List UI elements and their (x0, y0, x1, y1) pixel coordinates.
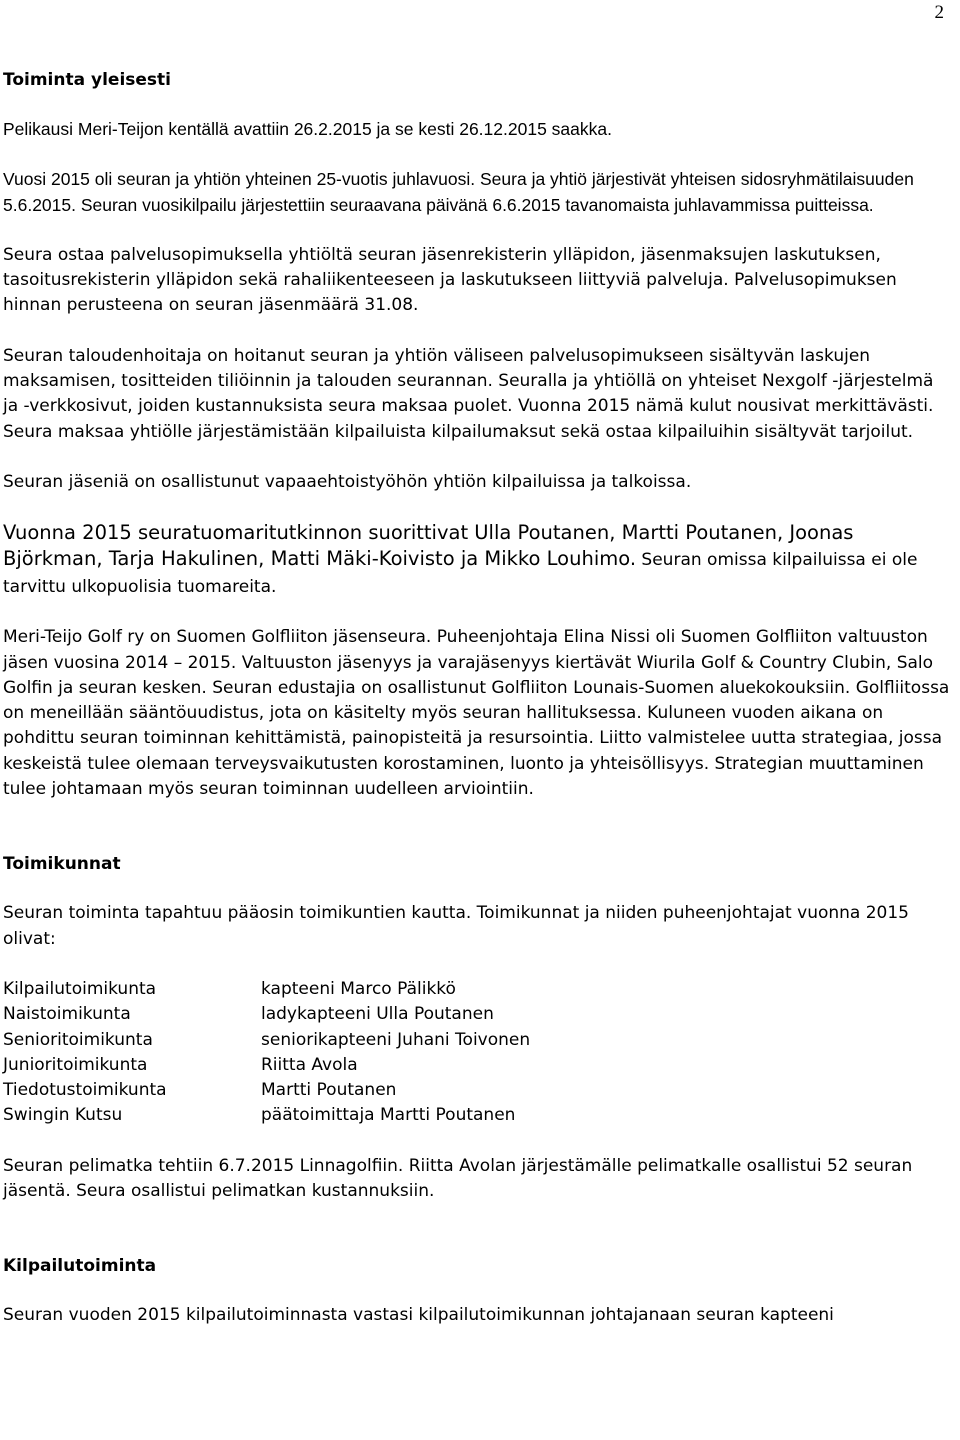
committee-chair: Martti Poutanen (261, 1080, 397, 1101)
paragraph-golf-federation: Meri-Teijo Golf ry on Suomen Golfliiton jäsenseura. Puheenjohtaja Elina Nissi oli Suomen Golfliiton valtuuston jäsen vuosina 2014 – 2015. Valtuuston jäsenyys ja varajäsenyys kiertävät Wiurila Golf & Country Clubin, Salo Golfin ja seuran kesken. Seuran edustajia on osallistunut Golfliiton Lounais-Suomen aluekokouksiin. Golfliitossa on meneillään sääntöuudistus, jota on käsitelty myös seuran hallituksessa. Kuluneen vuoden aikana on pohdittu seuran toiminnan kehittämistä, painopisteitä ja resursointia. Liitto valmistelee uutta strategiaa, jossa keskeistä tulee olemaan terveysvaikutusten korostaminen, luonto ja yhteisöllisyys. Strategian muuttaminen tulee johtamaan myös seuran toiminnan uudelleen arviointiin. (3, 627, 950, 800)
committee-name: Senioritoimikunta (3, 1029, 153, 1050)
page-number: 2 (934, 2, 944, 23)
paragraph-referees (3, 520, 953, 600)
committee-name: Kilpailutoimikunta (3, 978, 157, 999)
committee-chair: ladykapteeni Ulla Poutanen (261, 1004, 494, 1025)
referees-tail-text: Seuran omissa kilpailuissa ei ole tarvittu ulkopuolisia tuomareita. (3, 550, 918, 598)
paragraph-volunteers: Seuran jäseniä on osallistunut vapaaehtoistyöhön yhtiön kilpailuissa ja talkoissa. (3, 471, 692, 492)
document-body (3, 68, 953, 1354)
section-heading-toiminta: Toiminta yleisesti (3, 70, 171, 90)
paragraph-anniversary: Vuosi 2015 oli seuran ja yhtiön yhteinen 25-vuotis juhlavuosi. Seura ja yhtiö järjestivät yhteisen sidosryhmätilaisuuden 5.6.2015. Seuran vuosikilpailu järjestettiin seuraavana päivänä 6.6.2015 tavanomaista juhlavammissa puitteissa. (3, 169, 914, 215)
paragraph-golf-trip: Seuran pelimatka tehtiin 6.7.2015 Linnagolfiin. Riitta Avolan järjestämälle pelimatkalle osallistui 52 seuran jäsentä. Seura osallistui pelimatkan kustannuksiin. (3, 1155, 913, 1202)
paragraph-service-agreement: Seura ostaa palvelusopimuksella yhtiöltä seuran jäsenrekisterin ylläpidon, jäsenmaksujen laskutuksen, tasoitusrekisterin ylläpidon sekä rahaliikenteeseen ja laskutukseen liittyviä palveluja. Palvelusopimuksen hinnan perusteena on seuran jäsenmäärä 31.08. (3, 244, 897, 316)
committee-name: Junioritoimikunta (3, 1054, 148, 1075)
section-heading-toimikunnat: Toimikunnat (3, 854, 121, 875)
paragraph-season: Pelikausi Meri-Teijon kentällä avattiin 26.2.2015 ja se kesti 26.12.2015 saakka. (3, 119, 612, 139)
paragraph-treasurer: Seuran taloudenhoitaja on hoitanut seuran ja yhtiön väliseen palvelusopimukseen sisältyvän laskujen maksamisen, tositteiden tiliöinnin ja talouden seurannan. Seuralla ja yhtiöllä on yhteiset Nexgolf -järjestelmä ja -verkkosivut, joiden kustannuksista seura maksaa puolet. Vuonna 2015 nämä kulut nousivat merkittävästi. Seura maksaa yhtiölle järjestämistään kilpailuista kilpailumaksut sekä ostaa kilpailuihin sisältyvät tarjoilut. (3, 345, 934, 442)
committee-chair: Riitta Avola (261, 1054, 358, 1075)
paragraph-competitions: Seuran vuoden 2015 kilpailutoiminnasta vastasi kilpailutoimikunnan johtajanaan seuran kapteeni (3, 1305, 834, 1326)
paragraph-committees-intro: Seuran toiminta tapahtuu pääosin toimikuntien kautta. Toimikunnat ja niiden puheenjohtajat vuonna 2015 olivat: (3, 903, 909, 949)
committee-name: Tiedotustoimikunta (3, 1080, 167, 1101)
committee-name: Naistoimikunta (3, 1004, 131, 1025)
committees-table (3, 977, 953, 1129)
committee-chair: kapteeni Marco Pälikkö (261, 978, 456, 999)
committee-chair: seniorikapteeni Juhani Toivonen (261, 1029, 531, 1050)
committee-name: Swingin Kutsu (3, 1105, 123, 1126)
section-heading-kilpailutoiminta: Kilpailutoiminta (3, 1256, 157, 1277)
referees-main-text: Vuonna 2015 seuratuomaritutkinnon suorittivat Ulla Poutanen, Martti Poutanen, Joonas Björkman, Tarja Hakulinen, Matti Mäki-Koivisto ja Mikko Louhimo. (3, 521, 854, 571)
committee-chair: päätoimittaja Martti Poutanen (261, 1105, 516, 1126)
